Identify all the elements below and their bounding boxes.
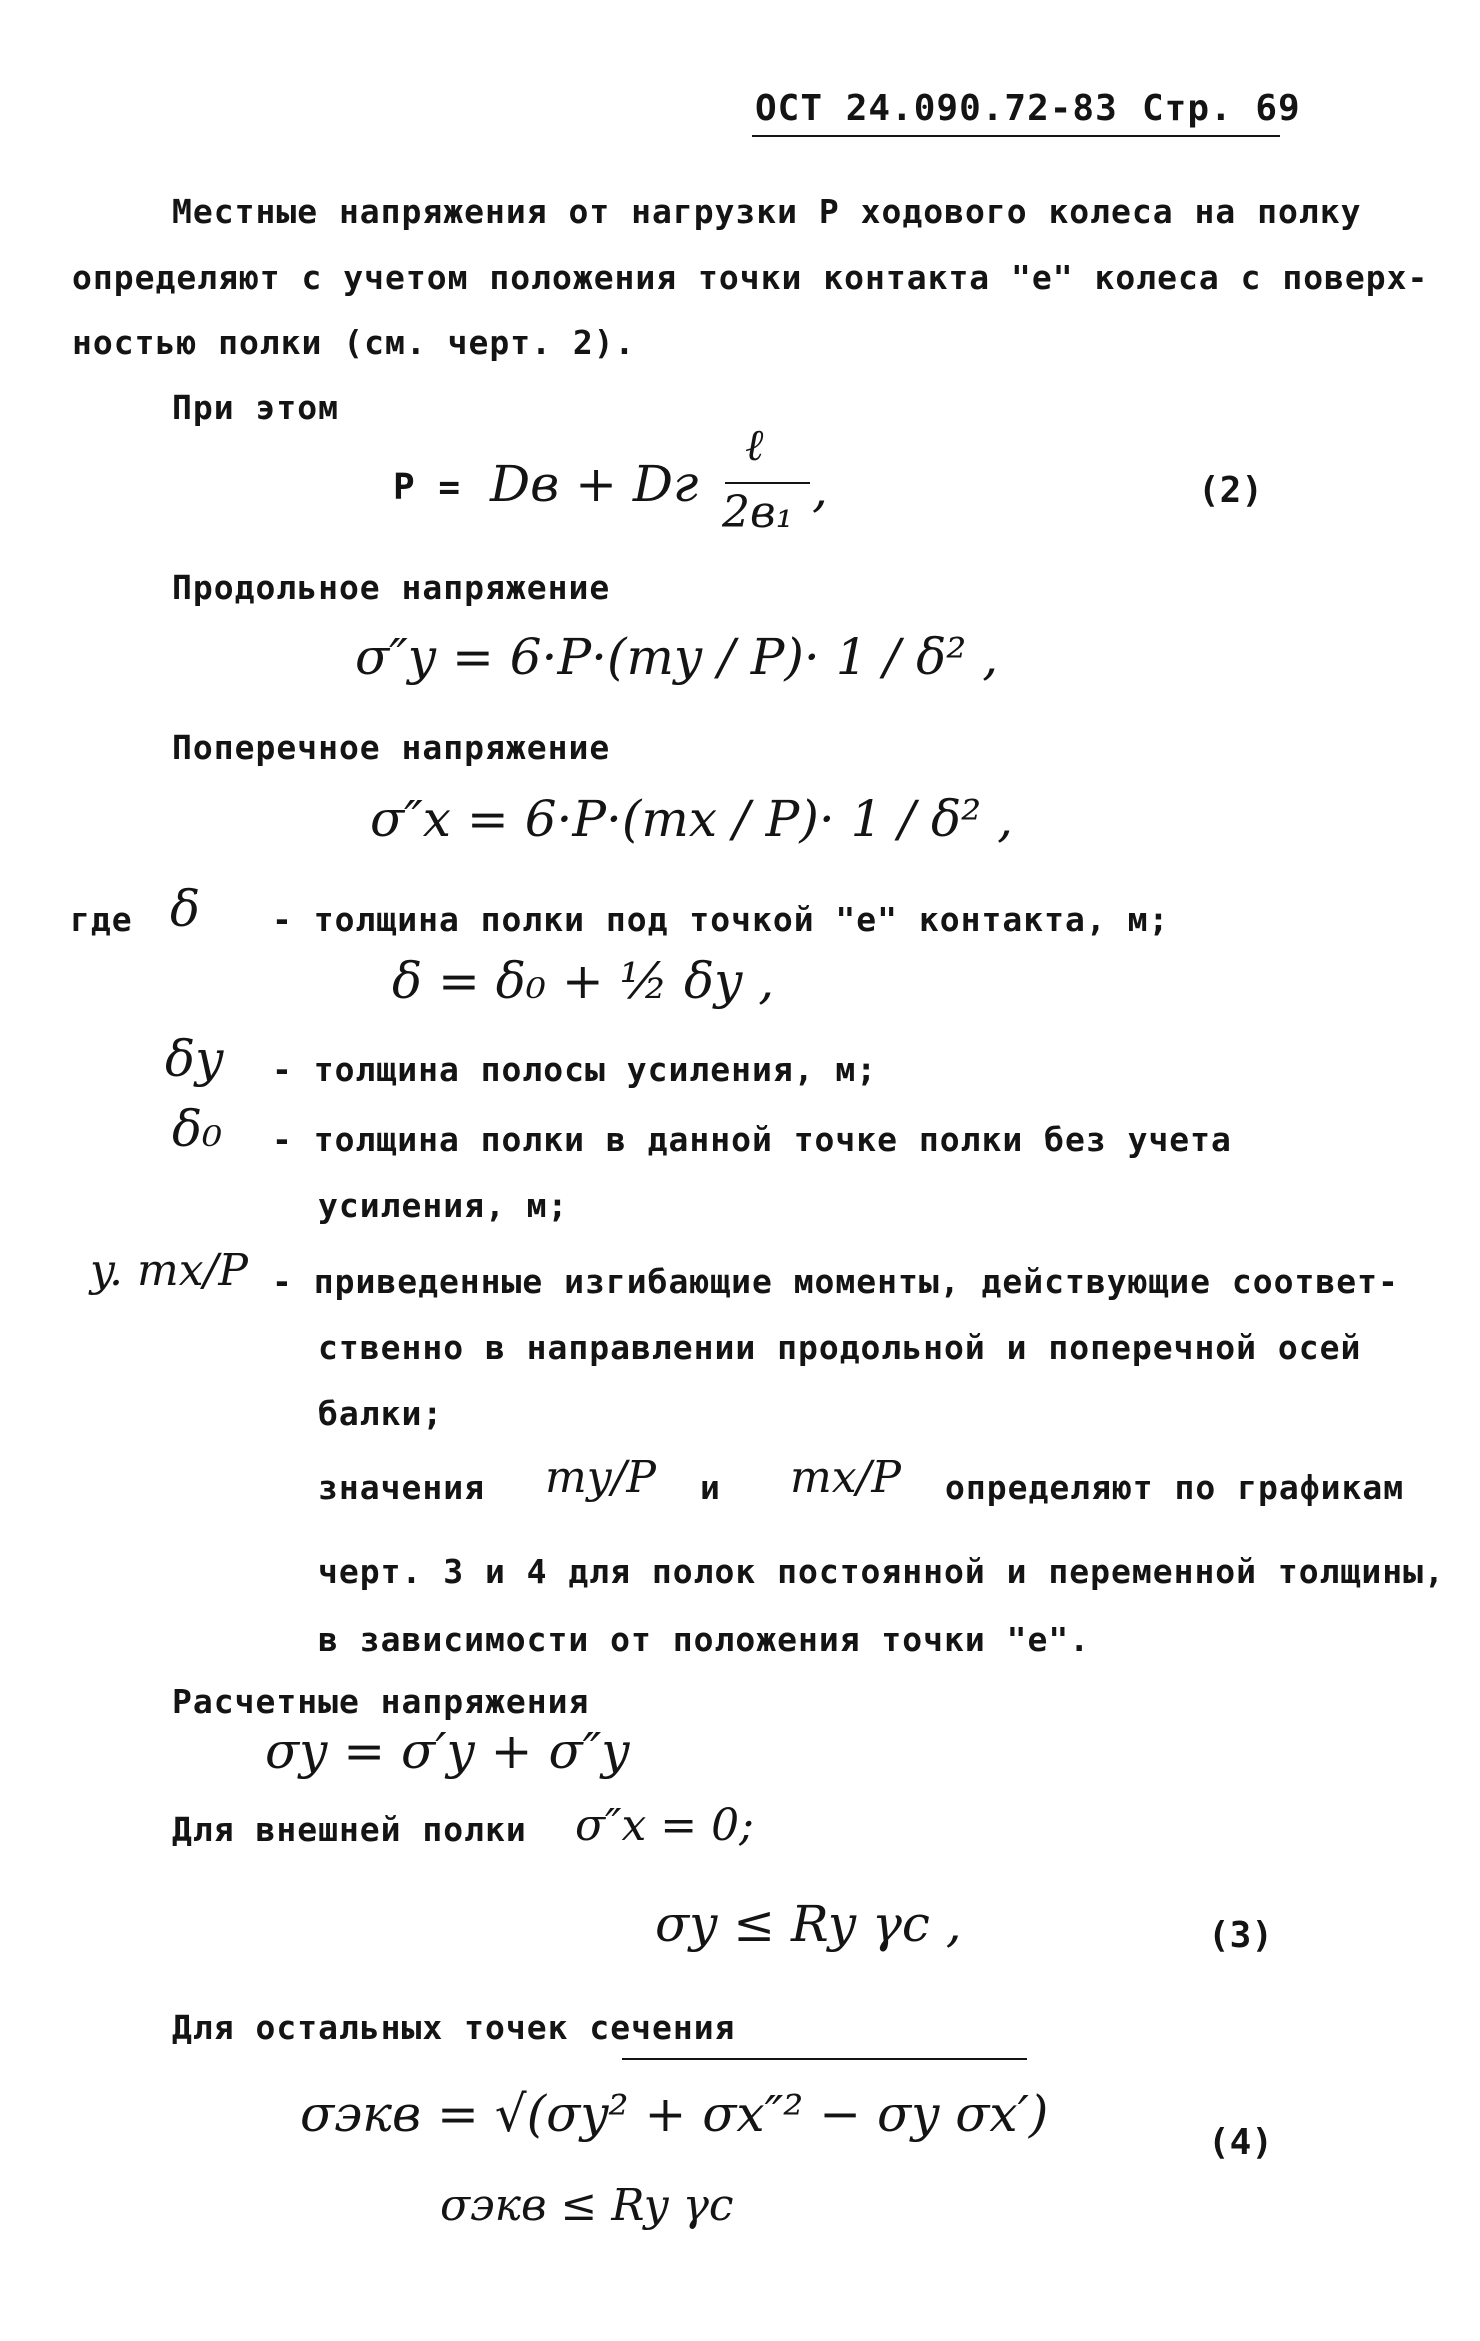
values-text: определяют по графикам (945, 1468, 1405, 1507)
delta-y-symbol: δy (165, 1030, 224, 1088)
moments-definition: - приведенные изгибающие моменты, действующие соответ- (272, 1262, 1399, 1301)
formula-4-condition: σэкв ≤ Ry γc (440, 2180, 734, 2231)
section-title: Продольное напряжение (172, 568, 611, 607)
paragraph-line: ностью полки (см. черт. 2). (72, 323, 636, 362)
formula-longitudinal: σ″y = 6·P·(my / P)· 1 / δ² , (355, 628, 999, 686)
header-underline (752, 135, 1280, 137)
formula-3-number: (3) (1208, 1915, 1274, 1956)
formula-2-comma: , (812, 460, 828, 518)
where-word: где (70, 900, 133, 939)
fraction-bar (725, 482, 810, 484)
delta-symbol: δ (170, 880, 201, 938)
formula-2-lhs: Р = (393, 467, 462, 508)
delta-formula: δ = δ₀ + ½ δy , (392, 952, 775, 1010)
formula-4-number: (4) (1208, 2122, 1274, 2163)
values-text: в зависимости от положения точки "е". (318, 1620, 1091, 1659)
formula-transverse: σ″x = 6·P·(mx / P)· 1 / δ² , (370, 790, 1013, 848)
formula-2-denominator: 2в₁ (722, 487, 794, 538)
paragraph-line: При этом (172, 388, 339, 427)
delta-0-symbol: δ₀ (172, 1100, 223, 1158)
outer-flange-label: Для внешней полки (172, 1810, 527, 1849)
section-title: Поперечное напряжение (172, 728, 611, 767)
delta-definition: - толщина полки под точкой "е" контакта, м; (272, 900, 1170, 939)
values-fraction-mx: mx/P (790, 1452, 901, 1503)
formula-2-expr: Dв + Dг (490, 455, 699, 513)
paragraph-line: Местные напряжения от нагрузки Р ходового колеса на полку (172, 192, 1362, 231)
page-number: Стр. 69 (1142, 88, 1301, 129)
values-text: черт. 3 и 4 для полок постоянной и переменной толщины, (318, 1552, 1445, 1591)
formula-2-numerator: ℓ (745, 420, 764, 471)
moments-definition: ственно в направлении продольной и поперечной осей (318, 1328, 1362, 1367)
sqrt-overline (622, 2058, 1027, 2060)
moments-symbol: y. mx/P (90, 1245, 248, 1296)
paragraph-line: определяют с учетом положения точки контакта "е" колеса с поверх- (72, 258, 1429, 297)
section-title: Для остальных точек сечения (172, 2008, 736, 2047)
calc-formula: σy = σ′y + σ″y (265, 1722, 630, 1780)
values-fraction-my: my/P (545, 1452, 657, 1503)
delta-0-definition: усиления, м; (318, 1186, 569, 1225)
formula-3: σy ≤ Ry γc , (655, 1895, 962, 1953)
values-word: значения (318, 1468, 485, 1507)
values-and: и (700, 1468, 721, 1507)
document-code: ОСТ 24.090.72-83 (755, 88, 1118, 129)
moments-definition: балки; (318, 1394, 444, 1433)
delta-y-definition: - толщина полосы усиления, м; (272, 1050, 878, 1089)
formula-4: σэкв = √(σy² + σx″² − σy σx′) (300, 2085, 1049, 2143)
formula-2-number: (2) (1198, 470, 1264, 511)
section-title: Расчетные напряжения (172, 1682, 590, 1721)
outer-flange-condition: σ″x = 0; (575, 1800, 754, 1851)
delta-0-definition: - толщина полки в данной точке полки без учета (272, 1120, 1232, 1159)
